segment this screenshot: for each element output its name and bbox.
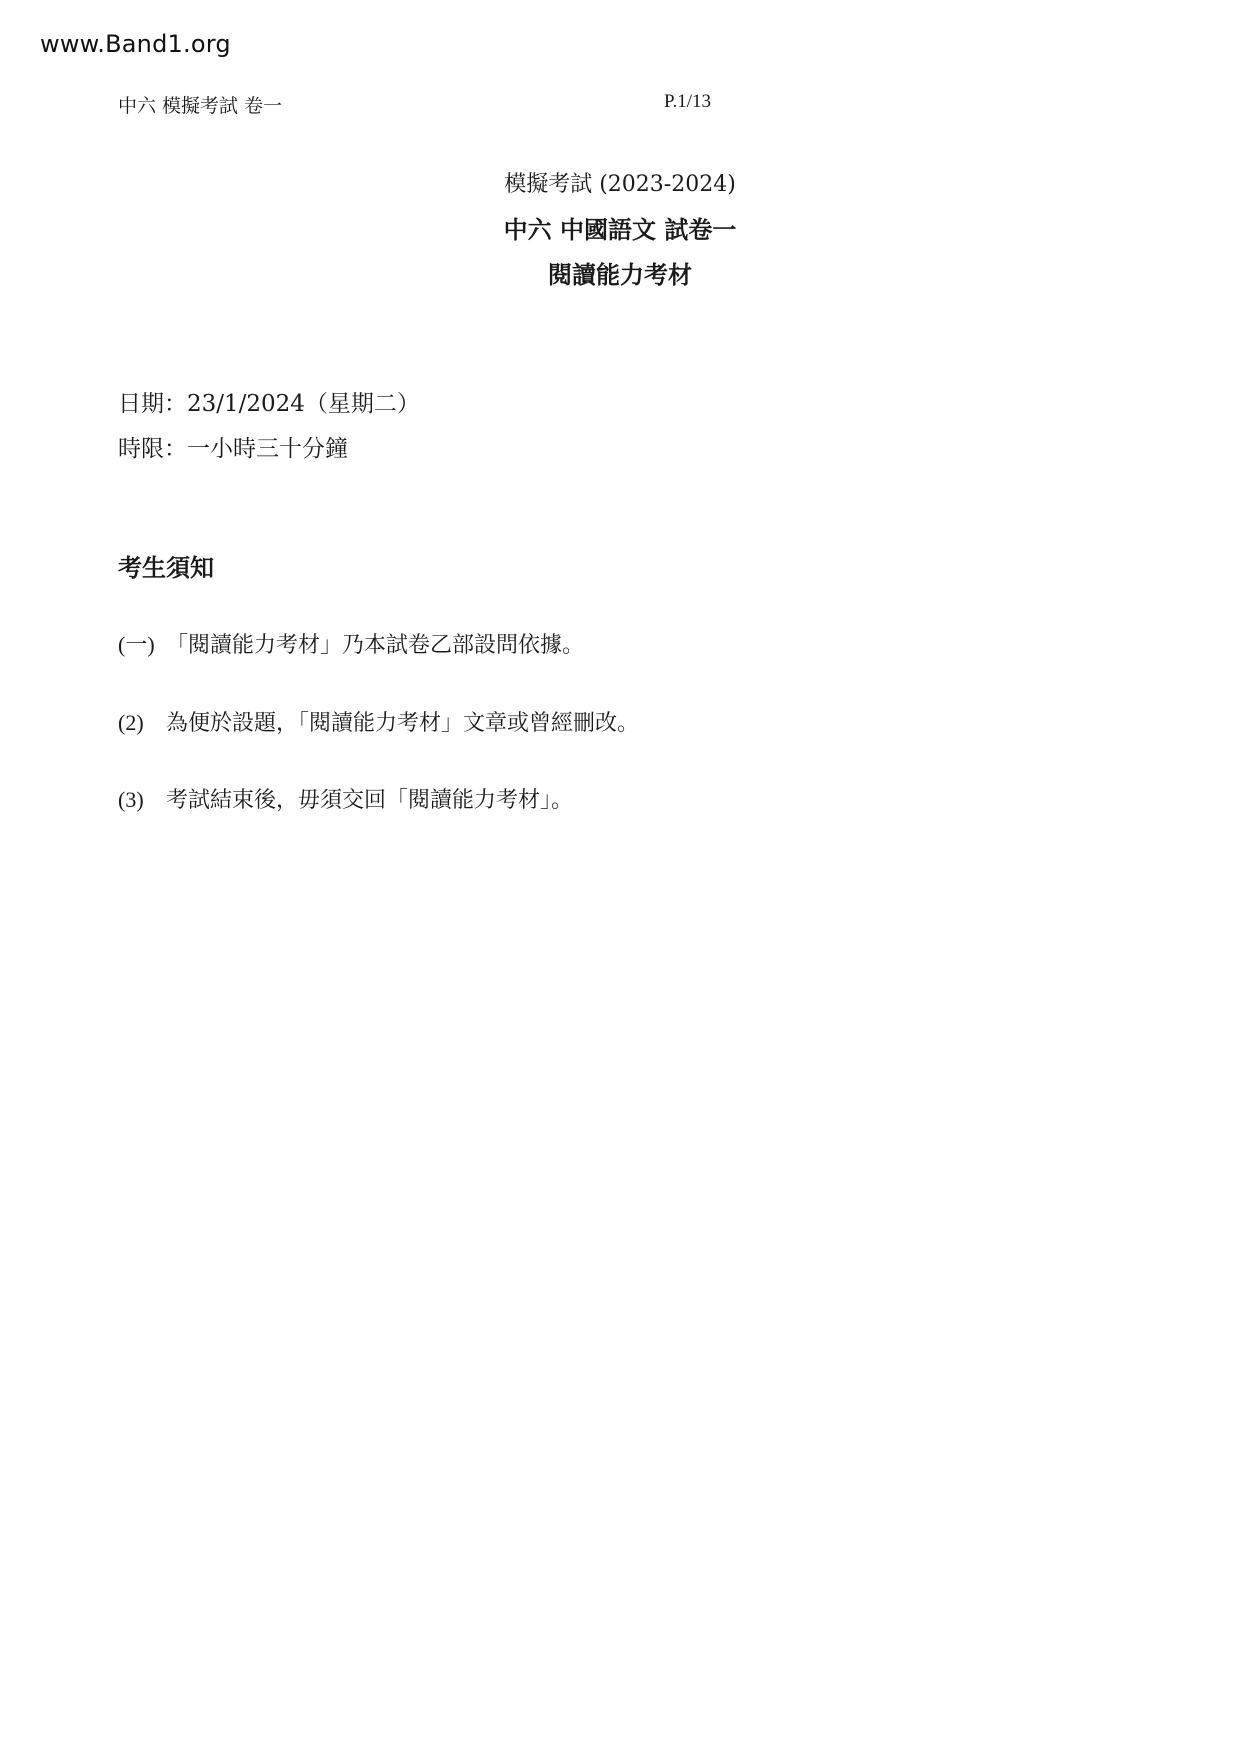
instruction-item [118,706,639,737]
instruction-text: 為便於設題，「閱讀能力考材」文章或曾經刪改。 [166,711,640,736]
booklet-title: 閱讀能力考材 [548,260,692,289]
exam-date: 日期：23/1/2024（星期二） [118,391,420,417]
website-watermark: www.Band1.org [40,30,231,58]
instruction-text: 考試結束後，毋須交回「閱讀能力考材」。 [166,788,574,813]
exam-title: 模擬考試 (2023-2024) [504,172,736,197]
instructions-heading: 考生須知 [118,553,214,582]
paper-title: 中六 中國語文 試卷一 [503,215,737,244]
instruction-number: (一) [118,632,155,657]
instruction-number: (3) [118,787,144,812]
instruction-item [118,783,573,814]
instruction-text: 「閱讀能力考材」乃本試卷乙部設問依據。 [166,633,585,658]
running-header: 中六 模擬考試 卷一 [118,95,283,117]
instruction-number: (2) [118,710,144,735]
exam-duration: 時限：一小時三十分鐘 [118,436,348,462]
instruction-item [118,628,584,659]
page-number: P.1/13 [664,91,711,112]
